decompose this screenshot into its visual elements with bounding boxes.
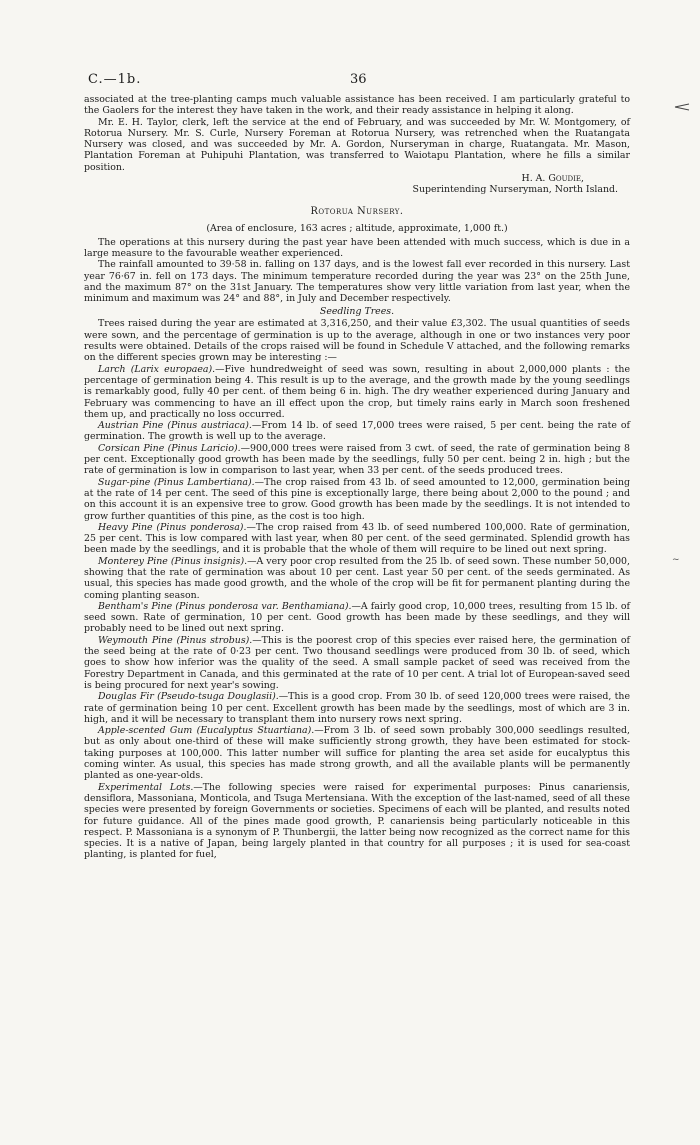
species-name: Apple-scented Gum (Eucalyptus Stuartiana). (98, 725, 315, 737)
species-paragraph (84, 443, 630, 477)
signature-block (84, 173, 630, 196)
species-paragraph (84, 635, 630, 691)
species-text: —From 14 lb. of seed 17,000 trees were raised, 5 per cent. being the rate of germination. The growth is well up to the average. (84, 420, 630, 443)
species-paragraph (84, 725, 630, 781)
margin-dash-mark: ~ (672, 555, 680, 565)
species-paragraph (84, 477, 630, 522)
species-paragraph (84, 691, 630, 725)
species-name: Douglas Fir (Pseudo-tsuga Douglasii). (98, 691, 279, 703)
species-name: Bentham's Pine (Pinus ponderosa var. Benthamiana). (98, 600, 352, 612)
margin-bracket-mark (674, 96, 690, 104)
seedling-trees-heading: Seedling Trees. (319, 306, 395, 318)
species-text: —The crop raised from 43 lb. of seed numbered 100,000. Rate of germination, 25 per cent. This is low compared with last year, when 80 per cent. of the seed germinated. Splendid growth has been made by the seedlings, and it is probable that the whole of them will require to be lined out next spring. (84, 521, 630, 556)
species-text: —900,000 trees were raised from 3 cwt. of seed, the rate of germination being 8 per cent. Exceptionally good growth has been made by the seedlings, fully 50 per cent. being 2 in. high ; but the rate of germination is low in comparison to last year, when 33 per cent. of the seeds produced trees. (84, 442, 630, 477)
page-number: 36 (350, 72, 367, 87)
species-text: —This is the poorest crop of this species ever raised here, the germination of the seed being at the rate of 0·23 per cent. Two thousand seedlings were produced from 30 lb. of seed, which goes to show how inferior was the quality of the seed. A small sample packet of seed was received from the Forestry Department in Canada, and this germinated at the rate of 10 per cent. A trial lot of European-saved seed is being procured for next year's sowing. (84, 634, 630, 691)
species-paragraph (84, 364, 630, 420)
intro-paragraph-2: Mr. E. H. Taylor, clerk, left the service at the end of February, and was succeeded by Mr. W. Montgomery, of Rotorua Nursery. Mr. S. Curle, Nursery Foreman at Rotorua Nursery, was retrenched when the Ruatangata Nursery was closed, and was succeeded by Mr. A. Gordon, Nurseryman in charge, Ruatangata. Mr. Mason, Plantation Foreman at Puhipuhi Plantation, was transferred to Waiotapu Plantation, where he fills a similar position. (84, 116, 630, 173)
species-paragraph (84, 522, 630, 556)
page-header (84, 72, 630, 94)
seedling-intro-paragraph: Trees raised during the year are estimated at 3,316,250, and their value £3,302. The usual quantities of seeds were sown, and the percentage of germination is up to the average, although in one or two instances very poor results were obtained. Details of the crops raised will be found in Schedule V attached, and the following remarks on the different species grown may be interesting :— (84, 318, 630, 364)
section-title: Rotorua Nursery. (310, 205, 404, 217)
section-subtitle: (Area of enclosure, 163 acres ; altitude, approximate, 1,000 ft.) (206, 222, 508, 234)
species-text: —The crop raised from 43 lb. of seed amounted to 12,000, germination being at the rate of 14 per cent. The seed of this pine is exceptionally large, there being about 2,000 to the pound ; and on this account it is an expensive tree to grow. Good growth has been made by the seedlings. It is not intended to grow further quantities of this pine, as the cost is too high. (84, 476, 630, 522)
species-text: —A very poor crop resulted from the 25 lb. of seed sown. These number 50,000, showing that the rate of germination was about 10 per cent. Last year 50 per cent. of the seeds germinated. As usual, this species has made good growth, and the whole of the crop will be fit for permanent planting during the coming planting season. (84, 555, 630, 601)
species-paragraph (84, 420, 630, 443)
species-paragraph (84, 782, 630, 861)
species-text: —A fairly good crop, 10,000 trees, resulting from 15 lb. of seed sown. Rate of germination, 10 per cent. Good growth has been made by these seedlings, and they will probably need to be lined out next spring. (84, 600, 630, 635)
species-text: —The following species were raised for experimental purposes: Pinus canariensis, densiflora, Massoniana, Monticola, and Tsuga Mertensiana. With the exception of the last-named, seed of all these species were presented by foreign Governments or societies. Specimens of each will be planted, and results noted for future guidance. All of the pines made good growth, P. canariensis being particularly noticeable in this respect. P. Massoniana is a synonym of P. Thunbergii, the latter being now recognized as the correct name for this species. It is a native of Japan, being largely planted in that country for all purposes ; it is used for sea-coast planting, is planted for fuel, (84, 781, 631, 861)
species-name: Corsican Pine (Pinus Laricio). (98, 442, 241, 454)
species-name: Weymouth Pine (Pinus strobus). (98, 634, 253, 646)
species-text: —Five hundredweight of seed was sown, resulting in about 2,000,000 plants : the percentage of germination being 4. This result is up to the average, and the growth made by the young seedlings is remarkably good, fully 40 per cent. of them being 6 in. high. The dry weather experienced during January and February was commencing to have an ill effect upon the crop, but timely rains early in March soon freshened them up, and practically no loss occurred. (84, 363, 630, 420)
report-code: C.—1b. (88, 72, 142, 87)
species-text: —From 3 lb. of seed sown probably 300,000 seedlings resulted, but as only about one-third of these will make sufficiently strong growth, they have been estimated for stock-taking purposes at 100,000. This latter number will suffice for planting the area set aside for eucalyptus this coming winter. As usual, this species has made strong growth, and all the available plants will be permanently planted as one-year-olds. (84, 725, 630, 782)
species-name: Austrian Pine (Pinus austriaca). (98, 420, 252, 432)
section-paragraph-1: The operations at this nursery during the past year have been attended with much success, which is due in a large measure to the favourable weather experienced. (84, 236, 630, 259)
document-page (84, 72, 630, 861)
species-name: Monterey Pine (Pinus insignis). (98, 555, 248, 567)
section-paragraph-2: The rainfall amounted to 39·58 in. falling on 137 days, and is the lowest fall ever recorded in this nursery. Last year 76·67 in. fell on 173 days. The minimum temperature recorded during the year was 23° on the 25th June, and the maximum 87° on the 31st January. The temperatures show very little variation from last year, when the minimum and maximum was 24° and 88°, in July and December respectively. (84, 259, 630, 305)
species-paragraph (84, 556, 630, 601)
signature-name: H. A. Goudie, (521, 173, 584, 185)
species-text: —This is a good crop. From 30 lb. of seed 120,000 trees were raised, the rate of germination being 10 per cent. Excellent growth has been made by the seedlings, most of which are 3 in. high, and it will be necessary to transplant them into nursery rows next spring. (84, 691, 630, 725)
species-list (84, 364, 630, 861)
species-name: Larch (Larix europaea). (98, 363, 216, 375)
signature-title: Superintending Nurseryman, North Island. (412, 184, 618, 196)
intro-paragraph-1: associated at the tree-planting camps much valuable assistance has been received. I am particularly grateful to the Gaolers for the interest they have taken in the work, and their ready assistance in helping it along. (84, 94, 630, 117)
species-name: Experimental Lots. (98, 781, 194, 793)
species-paragraph (84, 601, 630, 635)
species-name: Heavy Pine (Pinus ponderosa). (98, 521, 247, 533)
species-name: Sugar-pine (Pinus Lambertiana). (98, 476, 255, 488)
